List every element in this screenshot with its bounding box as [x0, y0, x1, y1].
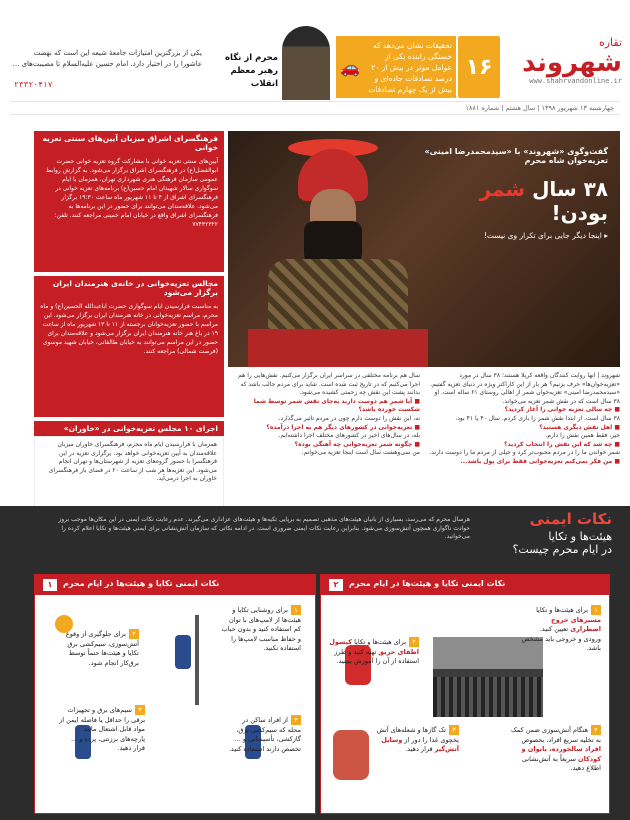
left-column: [34, 131, 224, 528]
headline-prefix: ۳۸ سال: [532, 177, 608, 201]
hero-kicker: گفت‌وگوی «شهروند» با «سیدمحمدرضا امینی» تعزیه‌خوان شاه محرم: [424, 147, 608, 165]
section-body-1: آیین‌های سنتی تعزیه خوانی با مشارکت گروه تعزیه خوانی حضرت ابوالفضل(ع) در فرهنگسرای اشراق برگزار می‌شود. به گزارش روابط عمومی سازمان فرهنگی هنری شهرداری تهران، همزمان با ایام سوگواری سالار شهیدان امام حسین(ع) برنامه‌های تعزیه خوانی در فرهنگسرای اشراق از ۴ تا ۱۱ شهریور ماه ساعت ۱۹:۳۰ برگزار می‌شود. علاقه‌مندان می‌توانند برای حضور در این برنامه‌ها به فرهنگسرای اشراق واقع در خیابان امام خمینی مراجعه کنند. تلفن: ۷۷۴۳۲۳۲۲: [34, 155, 224, 272]
brand-prefix: تقاره: [598, 36, 622, 49]
safety-subtitle-2: در ایام محرم چیست؟: [512, 543, 612, 556]
left-item-4-text: از افراد ساکن در محله که سیم‌کشی برق، گازکشی، تأسیساتی و ... تخصص دارند استفاده کنید.: [228, 716, 301, 753]
safety-panel-right: [320, 574, 610, 814]
page-header: [0, 0, 630, 105]
answer-1: ۳۸ سال است. از ابتدا نقش شمر را بازی کردم. سال ۴۰ یا ۴۱ بود.: [455, 414, 620, 422]
right-item-4-hl: افراد سالخورده، بانوان و کودکان: [521, 745, 601, 763]
panel-right-title: نکات ایمنی تکایا و هیئت‌ها در ایام محرم: [349, 579, 506, 588]
left-item-4: [227, 715, 301, 754]
answer-7: من سی‌وهشت سال است اینجا تعزیه می‌خوانم.: [301, 449, 420, 457]
panel-right-number: ۲: [329, 579, 343, 591]
article-col-right: [428, 372, 620, 502]
question-4: ■ من فکر نمی‌کنم تعزیه‌خوانی فقط برای پول باشد...: [460, 457, 620, 465]
section-title-1: فرهنگسرای اشراق میزبان آیین‌های سنتی تعزیه خوانی: [34, 131, 224, 155]
brand-logo: [502, 36, 622, 98]
answer-6: بله، در سال‌های اخیر در کشورهای مختلف اجرا داشته‌ایم.: [278, 432, 420, 440]
safety-subtitle-1: هیئت‌ها و تکایا: [548, 530, 612, 543]
right-item-4: [511, 725, 601, 774]
right-item-1-text: برای هیئت‌ها و تکایا: [536, 606, 588, 614]
right-item-1: [521, 605, 601, 654]
brand-name: شهروند: [522, 48, 622, 78]
headline-red: شمر: [479, 177, 526, 201]
safety-title-block: [472, 510, 612, 556]
worker-icon-1: [175, 635, 191, 669]
question-6: ■ تعزیه‌خوانی در کشورهای دیگر هم به اجرا درآمده؟: [266, 423, 420, 431]
question-5: ■ آیا شمر هم دوست دارید به‌جای نقش شمر توسط شما شکست خورده باشد؟: [253, 397, 420, 414]
left-item-3-text: سیم‌های برق و تجهیزات برقی را حداقل یا فاصله ایمن از مواد قابل اشتعال مانند پارچه‌های برزنتی، پرده و ... قرار دهید.: [59, 706, 145, 752]
answer-3: شمر خواندن ما را در مردم محبوب‌تر کرد و خیلی از مردم ما را دوست دارند.: [429, 449, 620, 457]
teaser-box: تحقیقات نشان می‌دهد که خستگی راننده یکی از عوامل موثر در بیش از ۲۰ درصد تصادفات جاده‌ای و بیش از یک چهارم تصادفات کشنده و جدی است: [364, 36, 456, 98]
panel-right-header: [321, 575, 609, 595]
question-2: ■ اهل نقش دیگری هستید؟: [539, 423, 620, 431]
left-item-1: [221, 605, 301, 654]
right-item-3-tail: قرار دهید.: [405, 745, 433, 753]
hero-sub: ▸ اینجا دیگر جایی برای تکرار وی نیست!: [483, 231, 608, 240]
right-item-3-num: ۳: [449, 725, 459, 735]
safety-intro: هرسال محرم که می‌رسد، بسیاری از بانیان هیئت‌های مذهبی تصمیم به برپایی تکیه‌ها و هیئت‌های عزاداری می‌گیرند. عدم رعایت نکات ایمنی در این مکان‌ها موجب بروز حوادث ناگواری همچون آتش‌سوزی می‌شود. بنابراین رعایت نکات ایمنی ضروری است. در ادامه نکاتی که سازمان آتش‌نشانی برای ایمنی هیئت‌ها و تکایا اعلام کرده را می‌خوانید.: [58, 516, 470, 541]
hero-photo: [228, 131, 620, 367]
panel-left-number: ۱: [43, 579, 57, 591]
question-1: ■ چه سالی تعزیه خوانی را آغاز کردید؟: [504, 406, 620, 414]
safety-title: نکات ایمنی: [529, 510, 612, 528]
left-item-4-num: ۴: [291, 715, 301, 725]
article-col-left: [234, 372, 420, 502]
panel-left-header: [35, 575, 315, 595]
left-item-2: [59, 629, 139, 668]
answer-2: خیر، فقط همین نقش را دارم.: [545, 432, 620, 440]
answer-5: نه، این نقش را دوست دارم چون در مردم تاثیر می‌گذارد.: [278, 414, 420, 422]
question-3: ■ چه شد که این نقش را انتخاب کردید؟: [504, 440, 620, 448]
car-icon: 🚗: [336, 36, 364, 98]
article-col2-text: سال هم برنامه مختلفی در سراسر ایران برگزار می‌کنیم. نقش‌هایی را هم اجرا می‌کنیم که در تاریخ ثبت شده است. شاید برای مردم جالب باشد که بدانند پشت این نقش چه زحمتی کشیده می‌شود.: [238, 372, 420, 397]
right-item-3-hl: وسایل آتش‌گیر: [381, 735, 459, 753]
right-item-1-hl: مسیرهای خروج اضطراری: [551, 615, 601, 633]
dateline: چهارشنبه ۱۳ شهریور ۱۳۹۸ | سال هشتم | شماره ۱۸۸۱: [10, 101, 620, 115]
right-item-4-text: هنگام آتش‌سوزی ضمن کمک به تخلیه سریع افراد، بخصوص: [510, 726, 601, 744]
right-item-2-hl: کپسول اطفای حریق: [329, 638, 419, 656]
right-item-2-text: برای هیئت‌ها و تکایا: [354, 638, 406, 646]
section-title-2: مجالس تعزیه‌خوانی در خانه‌ی هنرمندان ایران برگزار می‌شود: [34, 276, 224, 300]
right-item-1-num: ۱: [591, 605, 601, 615]
left-item-1-num: ۱: [291, 605, 301, 615]
page-number: ۱۶: [458, 36, 500, 98]
hero-headline: [418, 177, 608, 225]
leader-number: ۲۳۳۲۰۴۱۷: [14, 80, 53, 89]
right-item-2: [329, 637, 419, 667]
left-item-1-text: برای روشنایی تکایا و هیئت‌ها از لامپ‌های با توان کم استفاده کنید و بدون حباب و حفاظ مناسب لامپ‌ها را استفاده نکنید.: [221, 606, 301, 652]
left-item-2-num: ۲: [129, 629, 139, 639]
panel-left-title: نکات ایمنی تکایا و هیئت‌ها در ایام محرم: [63, 579, 220, 588]
question-7: ■ چگونه شمر تعزیه‌خوانی چه آهنگی بوده؟: [294, 440, 420, 448]
right-item-1-tail: تعیین کنید. ورودی و خروجی باید مشخص باشد.: [521, 625, 601, 652]
headline-suffix: بودن!: [551, 201, 608, 225]
right-item-4-num: ۴: [591, 725, 601, 735]
safety-panel-left: [34, 574, 316, 814]
leader-photo: [282, 26, 330, 100]
section-title-3: اجرای ۱۰ مجلس تعزیه‌خوانی در «خاوران»: [34, 421, 224, 436]
right-item-4-tail: سریعاً به آتش‌نشانی اطلاع دهید.: [521, 754, 601, 772]
leader-quote: یکی از بزرگترین امتیازات جامعهٔ شیعه این است که نهضت عاشورا را در اختیار دارد. امام حسین علیه‌السلام تا مصیبت‌های ...: [12, 49, 202, 68]
right-item-3-text: تک گازها و شعله‌های آتش یخچوی غذا را دور از: [376, 726, 459, 744]
section-body-2: به مناسبت فرارسیدن ایام سوگواری حضرت اباعبدالله الحسین(ع) و ماه محرم، مراسم تعزیه‌خوانی در خانه هنرمندان ایران برگزار می‌شود. این مراسم با حضور تعزیه‌خوانان برجسته از ۱۱ تا ۱۳ شهریور ماه از ساعت ۱۹ در باغ هنر خانه هنرمندان ایران برگزار می‌شود و علاقه‌مندان برای حضور در این مراسم می‌توانند به خیابان طالقانی، خیابان شهید موسوی (فرصت شمالی) مراجعه کنند.: [34, 300, 224, 417]
right-item-2-num: ۲: [409, 637, 419, 647]
street-light-pole: [195, 615, 199, 705]
right-item-2-tail: تهیه کنید و طرز استفاده از آن را آموزش ببینید.: [334, 647, 419, 665]
left-item-3: [59, 705, 145, 754]
taziyeh-actor-image: [248, 139, 428, 367]
right-item-3: [359, 725, 459, 755]
brand-url: www.shahrvandonline.ir: [529, 77, 622, 85]
left-item-2-text: برای جلوگیری از وقوع آتش‌سوزی، سیم‌کشی برق تکایا و هیئت‌ها حتماً توسط برق‌کار انجام شود.: [65, 630, 139, 667]
left-item-3-num: ۳: [135, 705, 145, 715]
section-body-3: همزمان با فرارسیدن ایام ماه محرم، فرهنگسرای خاوران میزبان علاقه‌مندان به آیین تعزیه‌خوانی خواهد بود. برگزاری تعزیه در این فرهنگسرا با حضور گروه‌های تعزیه از شهرستان‌ها و تهران انجام می‌شود. این تعزیه‌ها هر شب از ساعت ۲۰ در فضای باز فرهنگسرای خاوران به اجرا درمی‌آید.: [34, 436, 224, 528]
leader-title: محرم از نگاه رهبر معظم انقلاب: [225, 53, 278, 89]
article-intro: شهروند | آنها روایت کنندگان واقعه کربلا هستند؛ ۳۸ سال در مورد «تعزیه‌خوان‌ها» حرف بزنیم؟ هر بار از این کاراکتر ویژه در دنیای تعزیه گفتیم. «سیدمحمدرضا امینی» تعزیه‌خوان شمر از اهالی روستای ۶۱ ساله است. او ۳۸ سال است که در نقش شمر تعزیه می‌خواند.: [430, 372, 620, 405]
